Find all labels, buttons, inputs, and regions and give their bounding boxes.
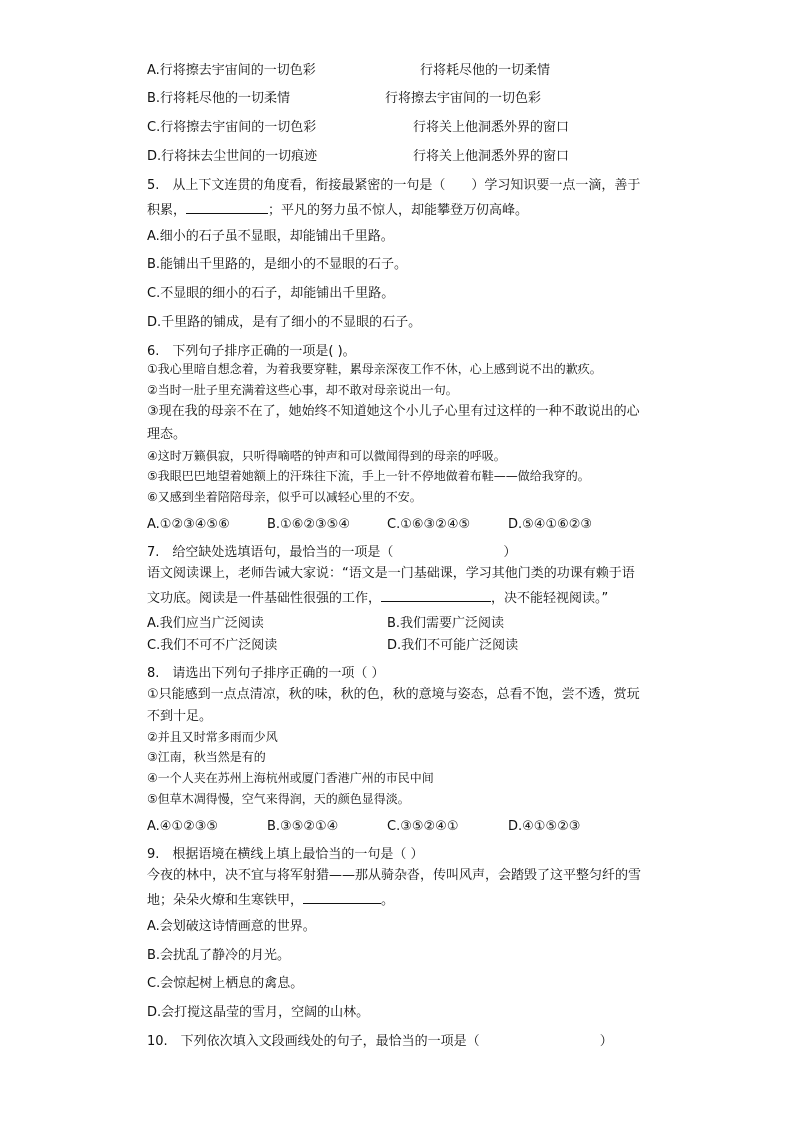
q5-option-a: A.细小的石子虽不显眼，却能铺出千里路。 xyxy=(147,229,394,244)
q6-option-c: C.①⑥③②④⑤ xyxy=(387,517,471,532)
q4-option-d: D.行将抹去尘世间的一切痕迹 xyxy=(147,149,318,164)
q9-option-d: D.会打搅这晶莹的雪月，空阔的山林。 xyxy=(147,1005,370,1020)
q9-option-b: B.会扰乱了静冷的月光。 xyxy=(147,948,291,963)
q9-context-line1: 今夜的林中，决不宜与将军射猎——那从骑杂沓，传叫风声，会踏毁了这平整匀纤的雪 xyxy=(147,868,642,883)
q5-stem-line2: 积累， ；平凡的努力虽不惊人，却能攀登万仞高峰。 xyxy=(147,203,529,218)
q8-option-d: D.④①⑤②③ xyxy=(508,819,581,834)
q8-sentence-1-cont: 不到十足。 xyxy=(147,709,213,724)
q9-option-c: C.会惊起树上栖息的禽息。 xyxy=(147,976,304,991)
q8-sentence-1: ①只能感到一点点清凉，秋的味，秋的色，秋的意境与姿态，总看不饱，尝不透，赏玩 xyxy=(147,687,640,702)
q7-option-d: D.我们不可能广泛阅读 xyxy=(387,638,519,653)
q6-sentence-6: ⑥又感到坐着陪陪母亲，似乎可以减轻心里的不安。 xyxy=(147,490,422,504)
q6-sentence-3-cont: 理态。 xyxy=(147,427,187,442)
q8-option-b: B.③⑤②①④ xyxy=(267,819,339,834)
q6-option-d: D.⑤④①⑥②③ xyxy=(508,517,593,532)
q7-context-line2: 文功底。阅读是一件基础性很强的工作， ，决不能轻视阅读。” xyxy=(147,591,609,606)
q6-stem: 6. 下列句子排序正确的一项是( )。 xyxy=(147,344,356,359)
q4-option-b-second: 行将擦去宇宙间的一切色彩 xyxy=(385,91,542,106)
q9-context-line2: 地；朵朵火燎和生寒铁甲， 。 xyxy=(147,893,395,908)
q5-option-c: C.不显眼的细小的石子，却能铺出千里路。 xyxy=(147,286,395,301)
q8-option-c: C.③⑤②④① xyxy=(387,819,459,834)
q8-sentence-3: ③江南，秋当然是有的 xyxy=(147,750,266,764)
q8-sentence-5: ⑤但草木凋得慢，空气来得润，天的颜色显得淡。 xyxy=(147,792,410,806)
q6-option-b: B.①⑥②③⑤④ xyxy=(267,517,350,532)
q6-option-a: A.①②③④⑤⑥ xyxy=(147,517,230,532)
q4-option-d-second: 行将关上他洞悉外界的窗口 xyxy=(413,149,570,164)
q6-sentence-4: ④这时万籁俱寂，只听得嘀嗒的钟声和可以微闻得到的母亲的呼吸。 xyxy=(147,449,506,463)
q9-blank xyxy=(303,891,381,904)
q7-context-line1: 语文阅读课上，老师告诫大家说：“语文是一门基础课，学习其他门类的功课有赖于语 xyxy=(147,566,635,581)
q4-option-b: B.行将耗尽他的一切柔情 xyxy=(147,91,291,106)
q5-blank xyxy=(186,201,268,214)
q7-option-a: A.我们应当广泛阅读 xyxy=(147,616,264,631)
q8-sentence-4: ④一个人夹在苏州上海杭州或厦门香港广州的市民中间 xyxy=(147,771,434,785)
q8-sentence-2: ②并且又时常多雨而少风 xyxy=(147,730,278,744)
q8-option-a: A.④①②③⑤ xyxy=(147,819,219,834)
q6-sentence-1: ①我心里暗自想念着，为着我要穿鞋，累母亲深夜工作不休，心上感到说不出的歉疚。 xyxy=(147,362,602,376)
q8-stem: 8. 请选出下列句子排序正确的一项（ ） xyxy=(147,666,385,681)
q6-sentence-2: ②当时一肚子里充满着这些心事，却不敢对母亲说出一句。 xyxy=(147,383,458,397)
q4-option-a-second: 行将耗尽他的一切柔情 xyxy=(420,63,551,78)
q5-stem: 5. 从上下文连贯的角度看，衔接最紧密的一句是（ ）学习知识要一点一滴，善于 xyxy=(147,178,641,193)
q4-option-a: A.行将擦去宇宙间的一切色彩 xyxy=(147,63,316,78)
q5-option-d: D.千里路的铺成，是有了细小的不显眼的石子。 xyxy=(147,315,422,330)
q7-option-c: C.我们不可不广泛阅读 xyxy=(147,638,278,653)
q4-option-c: C.行将擦去宇宙间的一切色彩 xyxy=(147,120,317,135)
q6-sentence-5: ⑤我眼巴巴地望着她额上的汗珠往下流，手上一针不停地做着布鞋——做给我穿的。 xyxy=(147,469,590,483)
q5-option-b: B.能铺出千里路的，是细小的不显眼的石子。 xyxy=(147,257,408,272)
q9-stem: 9. 根据语境在横线上填上最恰当的一句是（ ） xyxy=(147,847,424,862)
q4-option-c-second: 行将关上他洞悉外界的窗口 xyxy=(413,120,570,135)
q9-option-a: A.会划破这诗情画意的世界。 xyxy=(147,919,316,934)
q7-stem: 7. 给空缺处选填语句，最恰当的一项是（ ） xyxy=(147,545,517,560)
q7-blank xyxy=(381,589,491,602)
q7-option-b: B.我们需要广泛阅读 xyxy=(387,616,505,631)
q10-stem: 10. 下列依次填入文段画线处的句子，最恰当的一项是（ ） xyxy=(147,1034,613,1049)
q6-sentence-3: ③现在我的母亲不在了，她始终不知道她这个小儿子心里有过这样的一种不敢说出的心 xyxy=(147,404,640,419)
